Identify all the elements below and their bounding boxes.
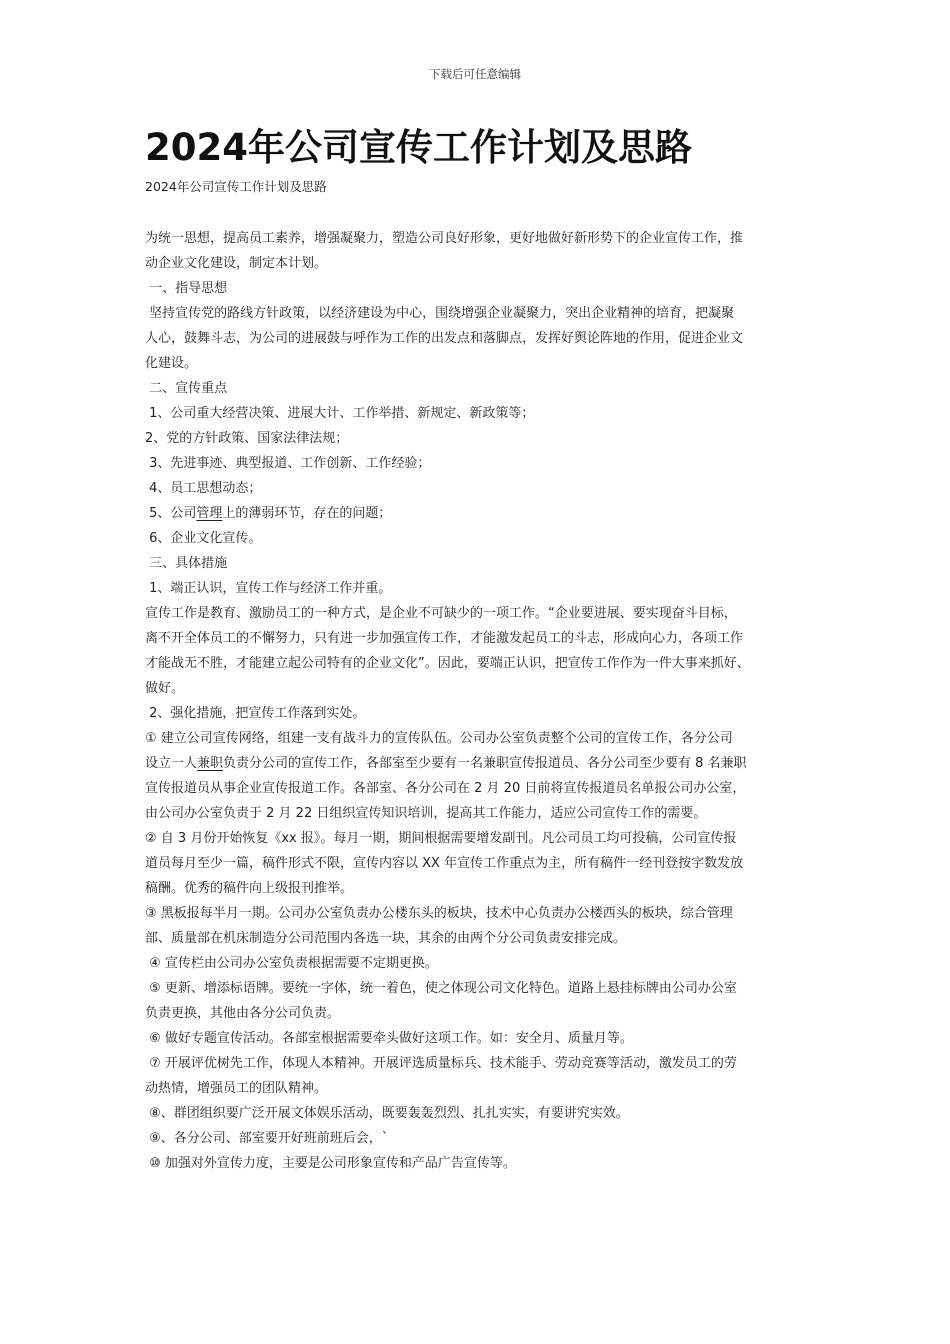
body-text-segment: 4、员工思想动态； xyxy=(145,481,262,496)
body-text-segment: 离不开全体员工的不懈努力，只有进一步加强宣传工作，才能激发起员工的斗志，形成向心力，各项工作 xyxy=(145,631,744,646)
body-text-segment: 负责更换，其他由各分公司负责。 xyxy=(145,1006,341,1021)
body-text-segment: 二、宣传重点 xyxy=(145,381,228,396)
body-text-segment: ⑤ 更新、增添标语牌。要统一字体，统一着色，使之体现公司文化特色。道路上悬挂标牌由公司办公室 xyxy=(145,981,737,996)
body-line xyxy=(145,951,817,976)
body-line xyxy=(145,726,817,751)
body-text-segment: 5、公司 xyxy=(145,506,197,521)
body-line xyxy=(145,1026,817,1051)
body-line xyxy=(145,276,817,301)
body-line xyxy=(145,351,817,376)
body-text-segment: 设立一人 xyxy=(145,756,198,771)
body-line xyxy=(145,401,817,426)
body-text-segment: 道员每月至少一篇，稿件形式不限，宣传内容以 XX 年宣传工作重点为主，所有稿件一经刊登按字数发放 xyxy=(145,856,744,871)
body-line xyxy=(145,751,817,776)
body-line xyxy=(145,1051,817,1076)
body-line xyxy=(145,301,817,326)
body-line xyxy=(145,251,817,276)
body-text-segment: 动企业文化建设，制定本计划。 xyxy=(145,256,328,271)
body-text-segment: 为统一思想，提高员工素养，增强凝聚力，塑造公司良好形象，更好地做好新形势下的企业宣传工作，推 xyxy=(145,231,744,246)
body-line xyxy=(145,226,817,251)
body-text-segment: ⑥ 做好专题宣传活动。各部室根据需要牵头做好这项工作。如：安全月、质量月等。 xyxy=(145,1031,633,1046)
body-text-segment: 化建设。 xyxy=(145,356,198,371)
body-text-segment: 稿酬。优秀的稿件向上级报刊推举。 xyxy=(145,881,354,896)
body-line xyxy=(145,776,817,801)
body-text-segment: 坚持宣传党的路线方针政策，以经济建设为中心，围绕增强企业凝聚力，突出企业精神的培育，把凝聚 xyxy=(145,306,735,321)
body-text-segment: 6、企业文化宣传。 xyxy=(145,531,262,546)
body-text-segment: 才能战无不胜，才能建立起公司特有的企业文化”。因此，要端正认识，把宣传工作作为一件大事来抓好、 xyxy=(145,656,750,671)
body-text-segment: ⑧、群团组织要广泛开展文体娱乐活动，既要轰轰烈烈、扎扎实实，有要讲究实效。 xyxy=(145,1106,629,1121)
body-line xyxy=(145,1101,817,1126)
inline-link[interactable]: 兼职 xyxy=(197,756,224,771)
body-line xyxy=(145,551,817,576)
body-line xyxy=(145,851,817,876)
body-text-segment: 由公司办公室负责于 2 月 22 日组织宣传知识培训，提高其工作能力，适应公司宣传工作的需要。 xyxy=(145,806,707,821)
body-line xyxy=(145,376,817,401)
body-line xyxy=(145,876,817,901)
body-text-segment: 上的薄弱环节，存在的问题； xyxy=(222,506,392,521)
body-text-segment: 做好。 xyxy=(145,681,185,696)
body-text-segment: ⑨、各分公司、部室要开好班前班后会，` xyxy=(145,1131,389,1146)
body-text-segment: 负责分公司的宣传工作，各部室至少要有一名兼职宣传报道员、各分公司至少要有 8 名兼职 xyxy=(223,756,747,771)
body-line xyxy=(145,926,817,951)
body-text-segment: 宣传工作是教育、激励员工的一种方式，是企业不可缺少的一项工作。“企业要进展、要实现奋斗目标， xyxy=(145,606,737,621)
body-line xyxy=(145,1151,817,1176)
body-line xyxy=(145,451,817,476)
body-text-segment: 3、先进事迹、典型报道、工作创新、工作经验； xyxy=(145,456,431,471)
body-line xyxy=(145,901,817,926)
body-line xyxy=(145,476,817,501)
body-line xyxy=(145,676,817,701)
body-line xyxy=(145,601,817,626)
body-text-segment: 2、党的方针政策、国家法律法规； xyxy=(145,431,349,446)
body-text-segment: 一、指导思想 xyxy=(145,281,228,296)
body-text-segment: ④ 宣传栏由公司办公室负责根据需要不定期更换。 xyxy=(145,956,438,971)
body-line xyxy=(145,1126,817,1151)
body-text-segment: 宣传报道员从事企业宣传报道工作。各部室、各分公司在 2 月 20 日前将宣传报道员名单报公司办公室， xyxy=(145,781,746,796)
body-text-segment: ③ 黑板报每半月一期。公司办公室负责办公楼东头的板块，技术中心负责办公楼西头的板块，综合管理 xyxy=(145,906,733,921)
body-line xyxy=(145,826,817,851)
body-line xyxy=(145,801,817,826)
body-text-segment: 1、端正认识，宣传工作与经济工作并重。 xyxy=(145,581,392,596)
body-line xyxy=(145,976,817,1001)
body-text-segment: 1、公司重大经营决策、进展大计、工作举措、新规定、新政策等； xyxy=(145,406,535,421)
body-text-segment: ① 建立公司宣传网络，组建一支有战斗力的宣传队伍。公司办公室负责整个公司的宣传工作，各分公司 xyxy=(145,731,733,746)
body-text-segment: ⑩ 加强对外宣传力度，主要是公司形象宣传和产品广告宣传等。 xyxy=(145,1156,516,1171)
body-text-segment: 动热情，增强员工的团队精神。 xyxy=(145,1081,328,1096)
header-note: 下载后可任意编辑 xyxy=(429,67,521,81)
body-line xyxy=(145,1001,817,1026)
body-text-segment: 2、强化措施，把宣传工作落到实处。 xyxy=(145,706,366,721)
inline-link[interactable]: 管理 xyxy=(196,506,223,521)
body-text-segment: ② 自 3 月份开始恢复《xx 报》。每月一期，期间根据需要增发副刊。凡公司员工均可投稿，公司宣传报 xyxy=(145,831,737,846)
body-line xyxy=(145,1076,817,1101)
body-line xyxy=(145,326,817,351)
document-body xyxy=(145,226,817,1176)
document-title: 2024年公司宣传工作计划及思路 xyxy=(145,126,692,169)
body-line xyxy=(145,526,817,551)
body-line xyxy=(145,651,817,676)
body-text-segment: 人心，鼓舞斗志，为公司的进展鼓与呼作为工作的出发点和落脚点，发挥好舆论阵地的作用，促进企业文 xyxy=(145,331,744,346)
body-line xyxy=(145,576,817,601)
body-text-segment: 三、具体措施 xyxy=(145,556,228,571)
body-line xyxy=(145,626,817,651)
body-line xyxy=(145,426,817,451)
body-line xyxy=(145,501,817,526)
body-line xyxy=(145,701,817,726)
document-subtitle: 2024年公司宣传工作计划及思路 xyxy=(145,179,327,194)
body-text-segment: ⑦ 开展评优树先工作，体现人本精神。开展评选质量标兵、技术能手、劳动竞赛等活动，激发员工的劳 xyxy=(145,1056,737,1071)
body-text-segment: 部、质量部在机床制造分公司范围内各选一块，其余的由两个分公司负责安排完成。 xyxy=(145,931,627,946)
